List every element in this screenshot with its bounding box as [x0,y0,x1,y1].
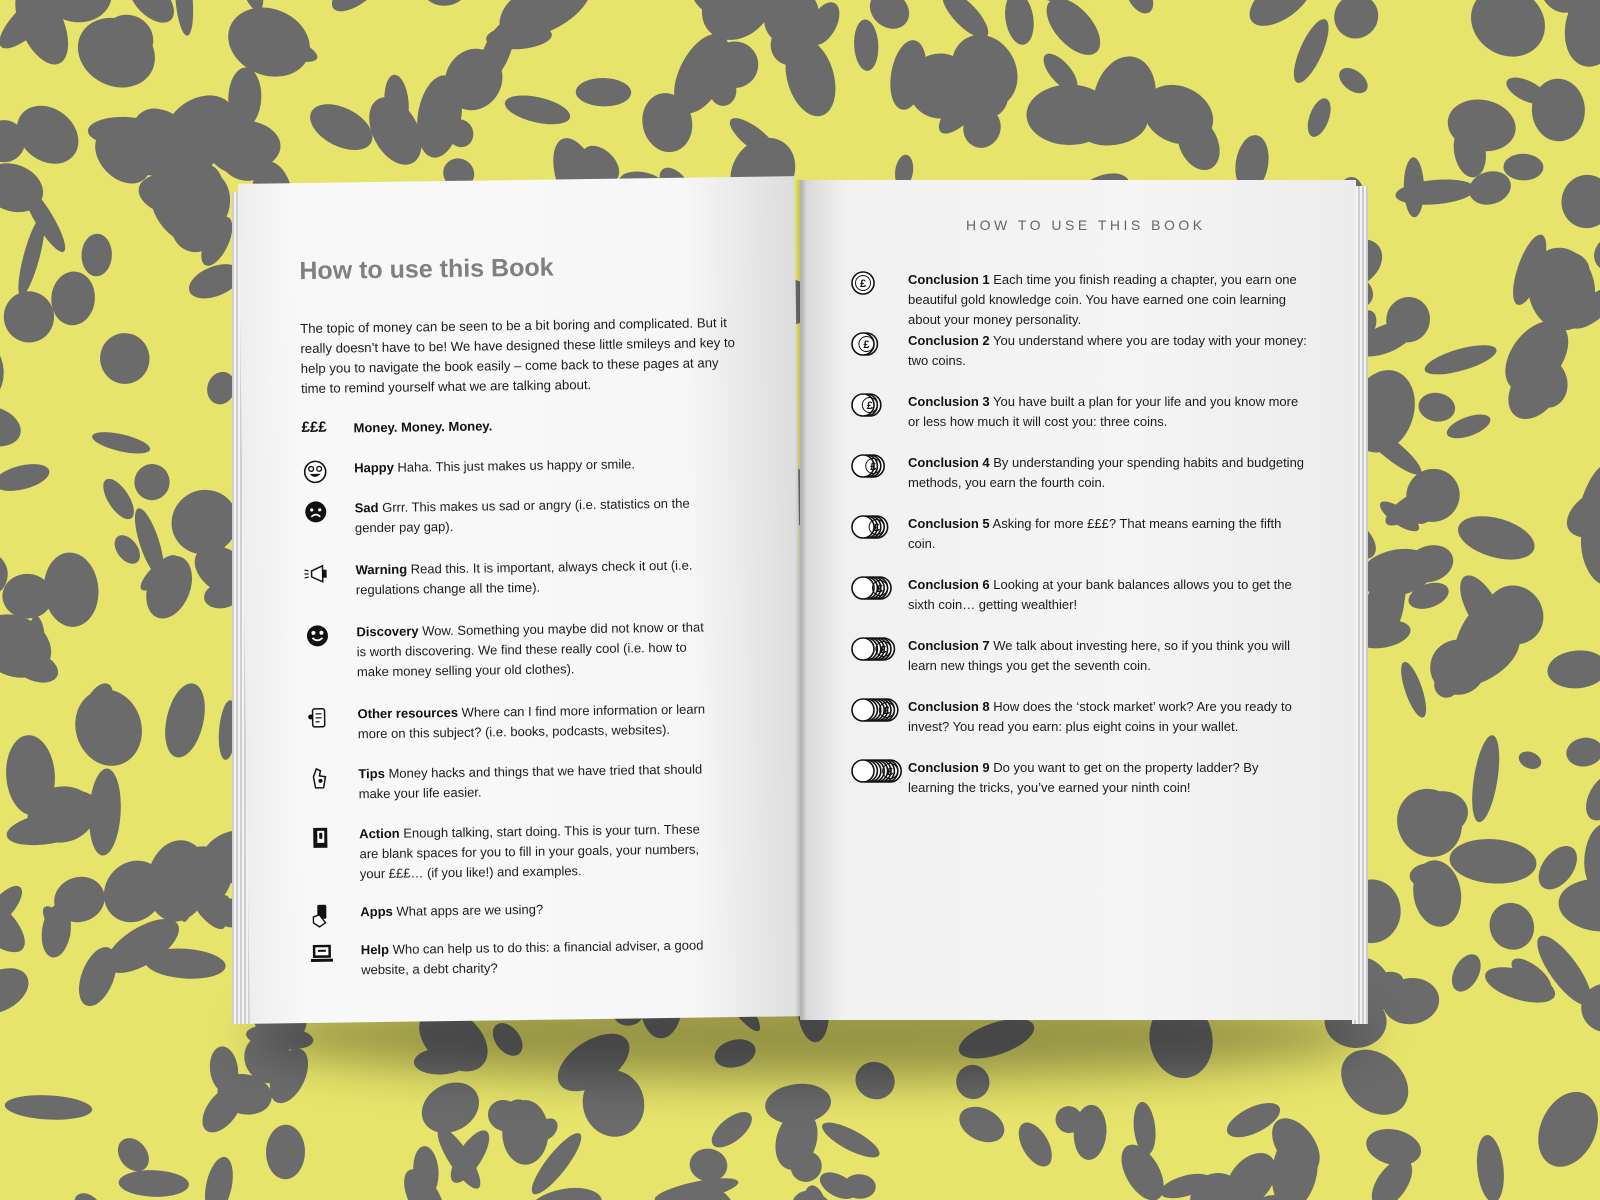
camo-blob [413,1073,488,1143]
camo-blob [1363,1124,1425,1171]
surprised-face-icon [304,622,356,649]
coin [852,638,874,660]
key-item [302,453,752,485]
key-term: Discovery [356,623,419,640]
pound-symbol: £ [870,461,877,473]
conclusion-description [908,575,1308,615]
conclusion-term: Conclusion 7 [908,638,990,653]
help-laptop-icon [309,940,361,967]
key-text: Money hacks and things that we have tried that should make your life easier. [358,761,703,802]
camo-blob [70,1188,106,1200]
icon-label: £££ [301,418,327,437]
conclusion-text: Asking for more £££? That means earning the fifth coin. [908,516,1282,551]
coin [852,699,874,721]
conclusion-term: Conclusion 5 [908,516,990,531]
key-term: Other resources [357,704,459,722]
key-term: Money. Money. Money. [353,418,493,436]
megaphone-icon [303,560,355,587]
camo-blob [1546,648,1600,691]
key-term: Happy [354,459,394,476]
camo-blob [200,1154,237,1200]
conclusion-description [908,758,1308,798]
camo-blob [1578,767,1600,827]
pound-signs-icon [301,418,353,445]
coin-stack-icon [850,514,906,540]
pound-symbol: £ [876,583,884,595]
conclusion-text: Each time you finish reading a chapter, you earn one beautiful gold knowledge coin. You have earned one coin learning about your money personality. [908,272,1297,327]
camo-blob [1422,339,1500,380]
conclusion-description [908,697,1308,737]
conclusion-text: How does the ‘stock market’ work? Are you ready to invest? You read you earn: plus eight coins in your wallet. [908,699,1292,734]
book-spine [795,180,807,1020]
conclusion-text: You understand where you are today with your money: two coins. [908,333,1307,368]
camo-blob [1012,1117,1059,1172]
camo-blob [1396,659,1431,720]
conclusion-text: Do you want to get on the property ladder? By learning the tricks, you’ve earned your ninth coin! [908,760,1259,795]
camo-blob [818,1116,884,1164]
camo-blob [1328,1036,1421,1128]
camo-blob [90,428,152,458]
camo-blob [0,341,5,402]
action-book-icon [307,824,359,851]
running-header: HOW TO USE THIS BOOK [966,217,1206,233]
key-description [356,617,717,682]
coin-stack-icon [850,758,906,784]
camo-blob [1325,0,1387,47]
camo-blob [0,959,36,1024]
key-text: Grrr. This makes us sad or angry (i.e. statistics on the gender pay gap). [354,495,690,536]
conclusion-term: Conclusion 9 [908,760,990,775]
camo-blob [576,78,632,107]
camo-blob [159,679,212,761]
coin-stack-icon [850,331,906,357]
key-item [305,699,756,745]
key-item [309,935,760,981]
key-item [308,897,758,929]
tips-hand-icon [306,764,358,791]
camo-blob [1557,171,1600,232]
key-description [360,897,720,928]
key-term: Action [359,825,400,842]
camo-blob [0,399,26,453]
camo-blob [1503,153,1543,180]
pound-symbol: £ [887,766,894,778]
conclusion-term: Conclusion 1 [908,272,990,287]
camo-blob [97,474,140,524]
conclusion-description [908,453,1308,493]
camo-blob [81,233,113,277]
pound-symbol: £ [873,522,880,534]
key-description [355,555,716,600]
camo-blob [5,94,89,176]
camo-blob [1516,748,1544,772]
conclusion-description [908,636,1308,676]
camo-blob [1564,735,1600,769]
conclusion-term: Conclusion 2 [908,333,990,348]
camo-blob [172,0,196,36]
coin-stack-icon [850,270,906,296]
camo-blob [303,95,380,160]
coin-stack-icon [850,575,906,601]
camo-blob [853,19,880,72]
camo-blob [1121,0,1159,18]
key-term: Tips [358,765,386,782]
camo-blob [1527,1082,1600,1176]
key-term: Sad [354,499,379,516]
scroll-icon [305,704,357,731]
camo-blob [4,1093,93,1122]
pound-symbol: £ [859,278,867,290]
key-term: Help [360,941,390,958]
right-page [800,180,1356,1020]
page-title: How to use this Book [299,253,554,286]
key-term: Warning [355,561,408,578]
camo-blob [118,1169,189,1198]
camo-blob [1334,63,1372,98]
camo-blob [1458,0,1558,70]
key-text: Haha. This just makes us happy or smile. [393,456,636,475]
camo-blob [266,1124,306,1179]
camo-blob [0,287,58,346]
camo-blob [325,0,392,19]
conclusion-term: Conclusion 6 [908,577,990,592]
key-description [354,453,714,484]
camo-blob [706,1105,758,1154]
key-text: What apps are we using? [392,901,544,919]
camo-blob [409,0,481,16]
pound-symbol: £ [866,400,873,412]
key-item [303,493,754,539]
coin-stack-icon [850,453,906,479]
camo-blob [1448,836,1538,886]
key-term: Apps [360,903,393,920]
conclusion-description [908,331,1308,371]
conclusion-text: By understanding your spending habits and budgeting methods, you earn the fourth coin. [908,455,1305,490]
camo-blob [1002,0,1038,47]
camo-blob [1303,95,1335,140]
camo-blob [1287,15,1335,87]
key-text: Enough talking, start doing. This is your turn. These are blank spaces for you to fill in your goals, your numbers, your £££… (if you like!) and examples. [359,821,700,882]
key-item [303,555,754,601]
sad-face-icon [303,498,355,525]
conclusion-text: You have built a plan for your life and you know more or less how much it will cost you: three coins. [908,394,1299,429]
coin [852,760,874,782]
pound-symbol: £ [883,705,890,717]
coin-stack-icon [850,697,906,723]
coin-stack-icon [850,636,906,662]
conclusion-term: Conclusion 3 [908,394,990,409]
key-item [301,413,751,445]
camo-blob [502,90,573,130]
key-description [359,819,720,884]
conclusion-description [908,514,1308,554]
camo-blob [133,462,172,502]
left-page [238,176,806,1024]
conclusion-description [908,270,1308,330]
camo-blob [0,459,52,496]
conclusion-term: Conclusion 8 [908,699,990,714]
camo-blob [1453,508,1539,567]
camo-blob [1446,949,1487,996]
key-description [361,935,722,980]
conclusion-description [908,392,1308,432]
camo-blob [1482,896,1541,957]
camo-blob [49,270,97,327]
key-text: Who can help us to do this: a financial adviser, a good website, a debt charity? [361,937,704,978]
key-text: Wow. Something you maybe did not know or that is worth discovering. We find these really cool (i.e. how to make money selling your old clothes). [356,619,704,680]
key-item [307,819,758,885]
key-description [355,493,716,538]
pound-symbol: £ [880,644,887,656]
key-text: Read this. It is important, always check it out (i.e. regulations change all the time). [355,557,693,598]
key-description [353,413,713,444]
key-description [357,699,718,744]
camo-blob [97,330,152,386]
camo-blob [1241,0,1322,36]
key-description [358,759,719,804]
key-text: Where can I find more information or learn more on this subject? (i.e. books, podcasts, websites). [357,701,706,742]
camo-blob [1416,390,1457,424]
key-item [306,759,757,805]
coin [852,577,874,599]
conclusion-text: We talk about investing here, so if you think you will learn new things you get the seventh coin. [908,638,1290,673]
happy-face-icon [302,458,354,485]
key-item [304,617,755,683]
pound-symbol: £ [863,339,870,351]
phone-hand-icon [308,902,360,929]
camo-blob [953,1100,1010,1150]
conclusion-term: Conclusion 4 [908,455,990,470]
camo-blob [1474,1134,1507,1200]
coin-stack-icon [850,392,906,418]
intro-paragraph: The topic of money can be seen to be a bit boring and complicated. But it really doesn’t have to be! We have designed these little smileys and key to help you to navigate the book easily – come back to these pages at any time to remind yourself what we are talking about. [300,315,735,397]
camo-blob [1467,733,1504,824]
icon-key-list [301,413,751,978]
coin [852,516,874,538]
conclusion-text: Looking at your bank balances allows you to get the sixth coin… getting wealthier! [908,577,1292,612]
